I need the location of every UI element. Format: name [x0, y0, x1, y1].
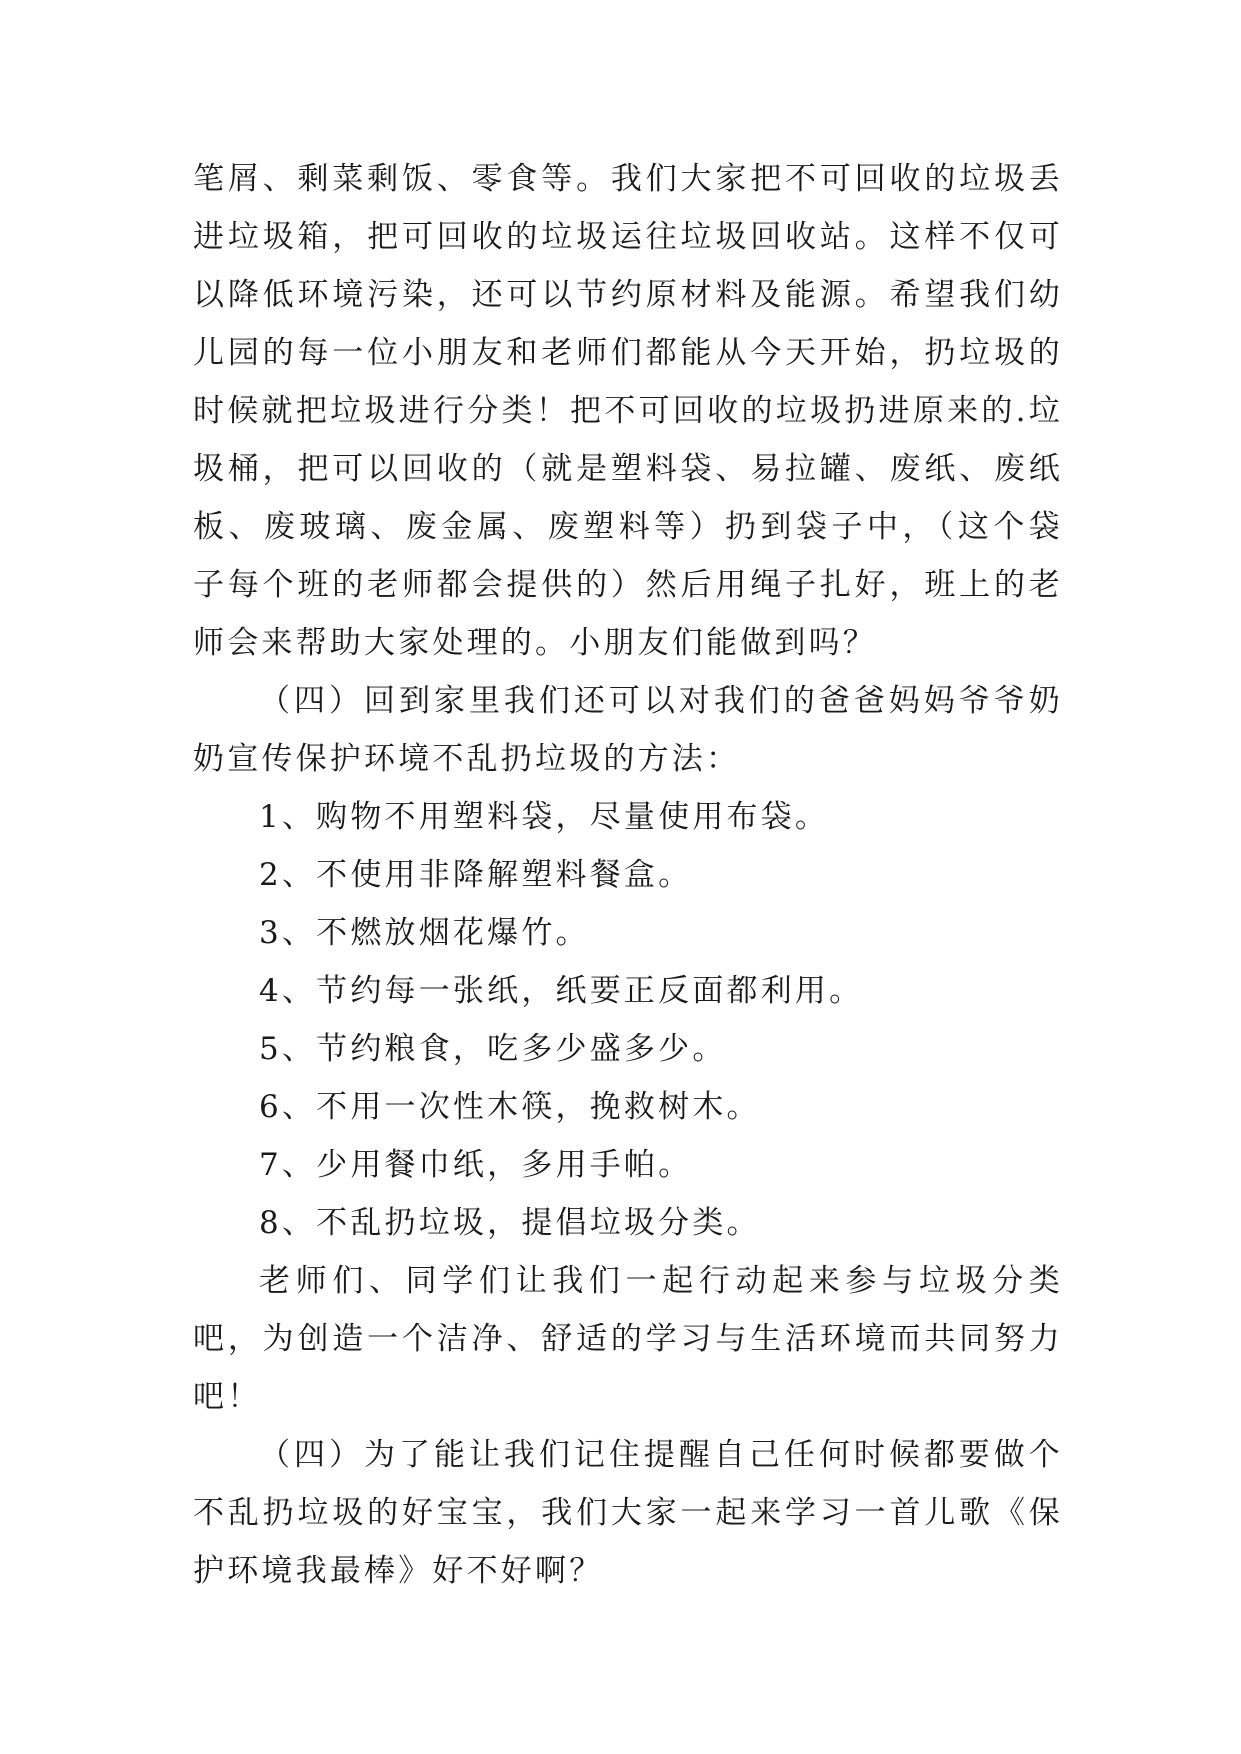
list-item: 6、不用一次性木筷，挽救树木。	[259, 1089, 761, 1125]
list-item: 8、不乱扔垃圾，提倡垃圾分类。	[259, 1205, 761, 1241]
paragraph-home-advocacy: （四）回到家里我们还可以对我们的爸爸妈妈爷爷奶奶宣传保护环境不乱扔垃圾的方法：	[193, 683, 1063, 777]
paragraph-call-to-action: 老师们、同学们让我们一起行动起来参与垃圾分类吧，为创造一个洁净、舒适的学习与生活环境而共同努力吧！	[193, 1263, 1063, 1415]
list-item: 4、节约每一张纸，纸要正反面都利用。	[259, 973, 864, 1009]
list-item: 5、节约粮食，吃多少盛多少。	[259, 1031, 727, 1067]
list-item: 3、不燃放烟花爆竹。	[259, 915, 590, 951]
paragraph-waste-sorting-intro: 笔屑、剩菜剩饭、零食等。我们大家把不可回收的垃圾丢进垃圾箱，把可回收的垃圾运往垃圾回收站。这样不仅可以降低环境污染，还可以节约原材料及能源。希望我们幼儿园的每一位小朋友和老师们都能从今天开始，扔垃圾的时候就把垃圾进行分类！把不可回收的垃圾扔进原来的.垃圾桶，把可以回收的（就是塑料袋、易拉罐、废纸、废纸板、废玻璃、废金属、废塑料等）扔到袋子中，（这个袋子每个班的老师都会提供的）然后用绳子扎好，班上的老师会来帮助大家处理的。小朋友们能做到吗？	[193, 161, 1063, 661]
list-item: 1、购物不用塑料袋，尽量使用布袋。	[259, 799, 830, 835]
tips-list	[193, 788, 1063, 1252]
paragraph-nursery-rhyme: （四）为了能让我们记住提醒自己任何时候都要做个不乱扔垃圾的好宝宝，我们大家一起来学习一首儿歌《保护环境我最棒》好不好啊？	[193, 1437, 1063, 1589]
document-body	[193, 150, 1063, 1600]
list-item: 7、少用餐巾纸，多用手帕。	[259, 1147, 693, 1183]
list-item: 2、不使用非降解塑料餐盒。	[259, 857, 693, 893]
